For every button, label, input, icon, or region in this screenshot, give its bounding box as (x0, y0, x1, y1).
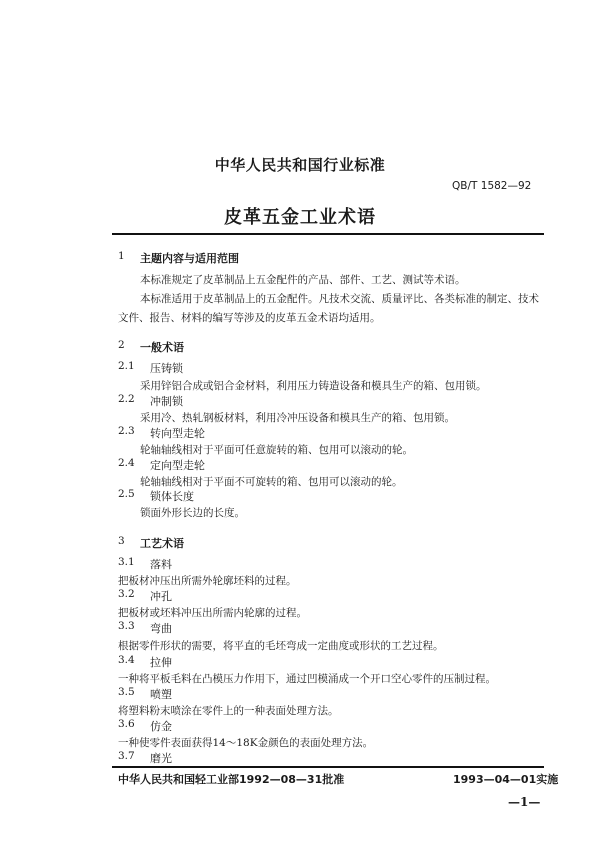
clause-number: 3.1 (118, 556, 135, 568)
section-1-line: 本标准规定了皮革制品上五金配件的产品、部件、工艺、测试等术语。 (140, 274, 466, 286)
clause-number: 2.2 (118, 393, 135, 405)
clause-term: 仿金 (150, 720, 172, 733)
page-number: —1— (508, 795, 541, 809)
clause-number: 3.7 (118, 750, 135, 762)
section-2-title: 一般术语 (140, 341, 184, 354)
clause-number: 3.4 (118, 654, 135, 666)
clause-number: 3.6 (118, 718, 135, 730)
section-1-line: 本标准适用于皮革制品上的五金配件。凡技术交流、质量评比、各类标准的制定、技术 (140, 293, 539, 305)
clause-description: 把板材或坯料冲压出所需内轮廓的过程。 (118, 607, 307, 619)
effective-date: 1993—04—01实施 (453, 773, 559, 786)
clause-term: 喷塑 (150, 688, 172, 701)
clause-number: 2.5 (118, 488, 135, 500)
clause-description: 采用锌铝合成或铝合金材料，利用压力铸造设备和模具生产的箱、包用锁。 (140, 380, 487, 392)
clause-number: 2.4 (118, 457, 135, 469)
clause-term: 落料 (150, 558, 172, 571)
clause-description: 把板材冲压出所需外轮廓坯料的过程。 (118, 575, 297, 587)
document-title: 皮革五金工业术语 (224, 207, 376, 228)
clause-description: 一种使零件表面获得14～18K金颜色的表面处理方法。 (118, 737, 374, 749)
clause-description: 轮轴轴线相对于平面不可旋转的箱、包用可以滚动的轮。 (140, 476, 403, 488)
clause-description: 轮轴轴线相对于平面可任意旋转的箱、包用可以滚动的轮。 (140, 444, 413, 456)
section-1-title: 主题内容与适用范围 (140, 252, 239, 265)
clause-term: 定向型走轮 (150, 459, 205, 472)
clause-number: 3.3 (118, 620, 135, 632)
footer-rule (112, 766, 544, 768)
header-rule (112, 233, 544, 235)
clause-description: 采用冷、热轧钢板材料，利用冷冲压设备和模具生产的箱、包用锁。 (140, 412, 455, 424)
section-1-number: 1 (118, 250, 125, 262)
clause-description: 锁面外形长边的长度。 (140, 507, 245, 519)
clause-term: 冲制锁 (150, 395, 183, 408)
approval-date: 中华人民共和国轻工业部1992—08—31批准 (118, 773, 345, 786)
clause-number: 3.2 (118, 588, 135, 600)
clause-term: 磨光 (150, 752, 172, 765)
clause-number: 3.5 (118, 686, 135, 698)
clause-term: 拉伸 (150, 656, 172, 669)
clause-term: 冲孔 (150, 590, 172, 603)
standard-code: QB/T 1582—92 (452, 180, 532, 192)
clause-description: 将塑料粉末喷涂在零件上的一种表面处理方法。 (118, 705, 339, 717)
clause-term: 压铸锁 (150, 362, 183, 375)
section-3-title: 工艺术语 (140, 537, 184, 550)
clause-term: 弯曲 (150, 622, 172, 635)
section-2-number: 2 (118, 339, 125, 351)
section-3-number: 3 (118, 535, 125, 547)
standard-title: 中华人民共和国行业标准 (214, 156, 386, 174)
clause-term: 转向型走轮 (150, 427, 205, 440)
section-1-line: 文件、报告、材料的编写等涉及的皮革五金术语均适用。 (118, 312, 381, 324)
clause-description: 根据零件形状的需要，将平直的毛坯弯成一定曲度或形状的工艺过程。 (118, 640, 444, 652)
clause-number: 2.1 (118, 360, 135, 372)
clause-term: 锁体长度 (150, 490, 194, 503)
clause-description: 一种将平板毛料在凸模压力作用下，通过凹模涌成一个开口空心零件的压制过程。 (118, 673, 496, 685)
clause-number: 2.3 (118, 425, 135, 437)
